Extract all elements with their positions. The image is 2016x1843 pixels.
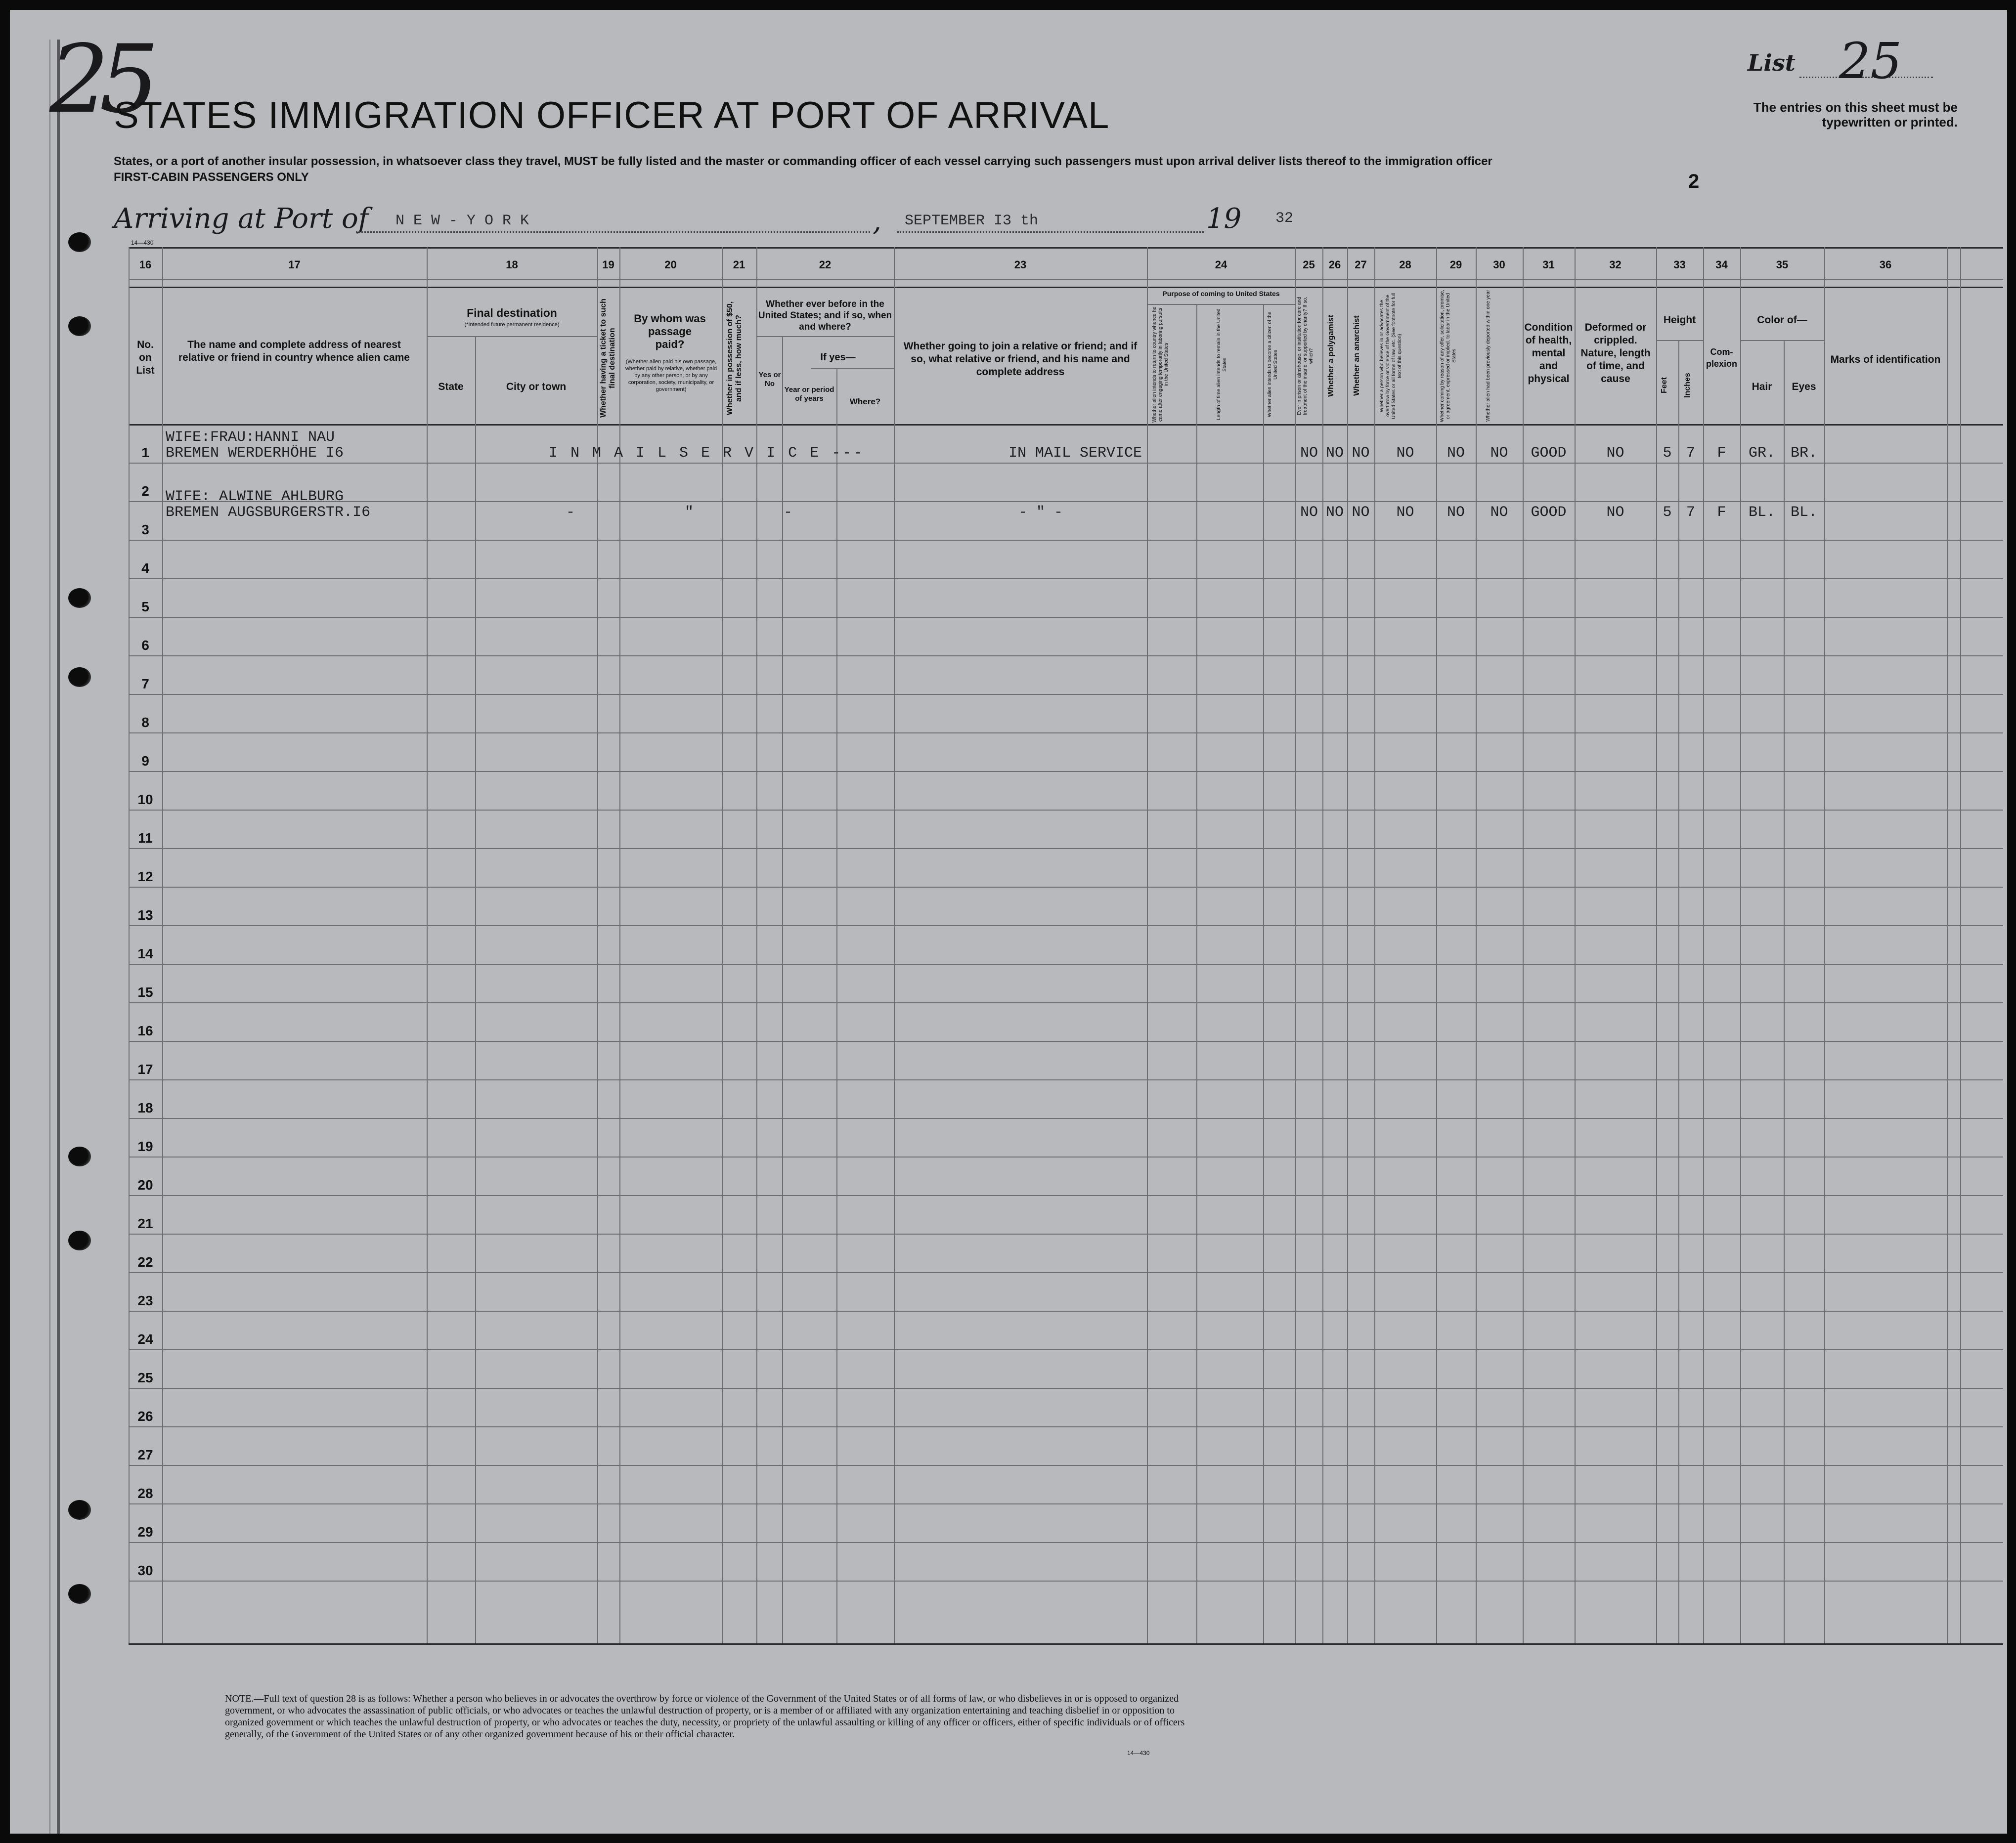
row-number: 21 [137,1216,153,1231]
year-prefix: 19 [1206,203,1242,235]
row2-q27: NO [1352,504,1370,521]
row-number: 8 [141,715,149,730]
row1-feet: 5 [1663,445,1672,462]
row-number: 13 [137,907,153,923]
footnote-code: 14—430 [1127,1750,1150,1757]
col-number: 22 [819,258,832,271]
row-rule [129,887,2003,888]
punch-hole [68,316,91,336]
footnote: NOTE.—Full text of question 28 is as follows: Whether a person who believes in or advocates the overthrow by force or violence of the Government of the United States or of all forms of law, or who disbelieves in or is opposed to organized government, or who advocates the assassination of public officials, or who advocates or teaches the unlawful destruction of property, or is a member of or affiliated with any organization entertaining and teaching disbelief in or opposition to organized government or which teaches the unlawful destruction of property, or who advocates or teaches the duty, necessity, or propriety of the unlawful assaulting or killing of any officer or officers, either of specific individuals or of officers generally, of the Government of the United States or of any other organized government because of his or their official character. [225,1693,1185,1740]
row2-relative-line2: BREMEN AUGSBURGERSTR.I6 [166,504,371,521]
class-line: FIRST-CABIN PASSENGERS ONLY [114,171,309,184]
col-number: 17 [288,258,301,271]
header-join-relative: Whether going to join a relative or friend; and if so, what relative or friend, and his name and complete address [903,341,1138,378]
year-suffix: 32 [1275,210,1294,227]
header-purpose-length: Length of time alien intends to remain in the United States [1216,308,1227,421]
row-number: 15 [137,985,153,1000]
row-rule [129,848,2003,849]
date-value: SEPTEMBER I3 th [905,213,1039,229]
row2-eyes: BL. [1790,504,1817,521]
row-number: 29 [137,1524,153,1540]
col-number: 28 [1399,258,1411,271]
binder-spine [57,40,60,1834]
header-deformed: Deformed or crippled. Nature, length of time, and cause [1580,322,1651,385]
arriving-label: Arriving at Port of [114,203,369,235]
row1-q27: NO [1352,445,1370,462]
row-number: 10 [137,792,153,807]
row2-feet: 5 [1663,504,1672,521]
row-rule [129,964,2003,965]
date-line [897,231,1204,233]
row-number: 24 [137,1331,153,1347]
row-number: 4 [141,560,149,576]
header-year-period: Year or period of years [784,386,834,403]
col-number: 35 [1776,258,1789,271]
row-rule [129,463,2003,464]
col-number: 21 [733,258,745,271]
row-number: 7 [141,676,149,691]
row2-fifty-ditto: - [784,504,793,521]
manifest-sheet [10,10,2007,1834]
row-rule [129,1195,2003,1196]
col-number: 33 [1673,258,1686,271]
header-overthrow: Whether a person who believes in or advocates the overthrow by force or violence of the Government of the United States or all forms of law, etc. (See footnote for full text of this question) [1379,293,1402,419]
row-rule [129,1388,2003,1389]
row2-paid-ditto: " [685,504,694,521]
header-yes-no: Yes or No [758,371,781,388]
header-complexion: Com-plexion [1706,347,1737,369]
header-marks: Marks of identification [1830,354,1941,365]
col-number: 31 [1542,258,1555,271]
row2-deformed: NO [1606,504,1624,521]
row-rule [129,1311,2003,1312]
col-number: 20 [664,258,677,271]
col-number: 23 [1014,258,1027,271]
punch-hole [68,1147,91,1166]
port-line [356,231,870,233]
header-relative: The name and complete address of nearest relative or friend in country whence alien came [178,339,410,363]
col-number: 16 [139,258,152,271]
header-state: State [438,381,464,392]
header-polygamist: Whether a polygamist [1327,314,1335,397]
row2-q28: NO [1396,504,1414,521]
header-eyes: Eyes [1792,381,1816,392]
row1-complexion: F [1717,445,1726,462]
row-number: 16 [137,1023,153,1038]
header-purpose: Purpose of coming to United States [1162,290,1280,298]
row-rule [129,1118,2003,1119]
header-city: City or town [506,381,567,392]
row-rule [129,1234,2003,1235]
header-inches: Inches [1683,373,1692,398]
header-purpose-citizen: Whether alien intends to become a citizen of the United States [1267,311,1278,418]
col-number: 19 [602,258,614,271]
punch-hole [68,588,91,608]
row1-health: GOOD [1531,445,1567,462]
row-rule [129,694,2003,695]
col-number: 25 [1303,258,1315,271]
row2-inches: 7 [1686,504,1695,521]
row-number: 14 [137,946,153,961]
row-rule [129,1503,2003,1504]
row-rule [129,1349,2003,1350]
header-hair: Hair [1752,381,1772,392]
row-rule [129,925,2003,926]
header-final-destination-note: (*Intended future permanent residence) [464,322,560,328]
row1-q28: NO [1396,445,1414,462]
list-number: 25 [1839,32,1902,90]
punch-hole [68,1500,91,1520]
row-number: 25 [137,1370,153,1385]
row2-join: - " - [1018,504,1063,521]
row1-inches: 7 [1686,445,1695,462]
comma: , [873,205,881,237]
punch-hole [68,667,91,687]
row2-complexion: F [1717,504,1726,521]
row-number: 23 [137,1293,153,1308]
header-ever-before: Whether ever before in the United States; and if so, when and where? [758,299,892,332]
row-rule [129,578,2003,579]
row1-relative-line2: BREMEN WERDERHÖHE I6 [166,445,344,462]
typed-notice: The entries on this sheet must be typewritten or printed. [1753,100,1958,129]
row2-relative-line1: WIFE: ALWINE AHLBURG [166,488,344,505]
row-number: 20 [137,1177,153,1193]
header-no-on-list: No. on List [136,339,155,376]
row-number: 1 [141,445,149,460]
row1-q30: NO [1490,445,1508,462]
row-number: 22 [137,1254,153,1270]
row-number: 26 [137,1409,153,1424]
subtitle: States, or a port of another insular possession, in whatsoever class they travel, MUST be fully listed and the master or commanding officer of each vessel carrying such passengers must upon arrival deliver lists thereof to the immigration officer [114,155,1492,168]
col-number: 36 [1879,258,1892,271]
row1-q25: NO [1300,445,1318,462]
col-number: 29 [1449,258,1462,271]
row1-in-mail-service: I N M A I L S E R V I C E --- [549,445,865,462]
row2-hair: BL. [1748,504,1775,521]
binder-edge [49,40,50,1834]
row2-city-ditto: - [566,504,575,521]
col-number: 34 [1715,258,1728,271]
row-number: 28 [137,1486,153,1501]
row-rule [129,810,2003,811]
header-color-of: Color of— [1757,314,1807,326]
header-by-whom-note: (Whether alien paid his own passage, whether paid by relative, whether paid by any other person, or by any corporation, society, municipality, or government) [625,359,717,392]
row1-join: IN MAIL SERVICE [1008,445,1142,462]
form-code: 14—430 [131,239,154,246]
page-number: 2 [1688,171,1700,192]
row-number: 11 [138,830,153,846]
row-rule [129,1465,2003,1466]
row-rule [129,771,2003,772]
header-anarchist: Whether an anarchist [1353,315,1361,396]
row-rule [129,1272,2003,1273]
col-number: 27 [1355,258,1367,271]
header-if-yes: If yes— [820,352,856,363]
handwritten-list-number: 25 [49,25,149,134]
row-rule [129,540,2003,541]
header-fifty-dollars: Whether in possession of $50, and if less, how much? [726,301,743,416]
row-number: 9 [141,753,149,769]
punch-hole [68,1231,91,1250]
row-number: 5 [141,599,149,614]
row-number: 6 [141,638,149,653]
page-title: STATES IMMIGRATION OFFICER AT PORT OF ARRIVAL [114,94,1110,136]
row-number: 30 [137,1563,153,1578]
row-rule [129,1426,2003,1427]
header-contract: Whether coming by reason of any offer, solicitation, promise, or agreement, expressed or implied, to labor in the United States [1440,290,1457,422]
row2-q25: NO [1300,504,1318,521]
row-rule [129,655,2003,656]
row1-q26: NO [1325,445,1344,462]
port-value: N E W - Y O R K [395,213,529,229]
header-ticket: Whether having a ticket to such final destination [599,299,616,418]
col-number: 30 [1493,258,1505,271]
header-by-whom: By whom was passage paid? [634,312,706,350]
row-number: 3 [141,522,149,537]
header-height: Height [1663,314,1696,326]
row-rule [129,501,2003,502]
row-number: 12 [137,869,153,884]
row-rule [129,1542,2003,1543]
row-rule [129,1581,2003,1582]
header-purpose-return: Whether alien intends to return to country whence he came after engaging temporarily in laboring pursuits in the United States [1152,306,1169,423]
row-number: 19 [137,1139,153,1154]
row1-eyes: BR. [1790,445,1817,462]
punch-hole [68,1584,91,1604]
punch-hole [68,232,91,252]
list-label: List [1748,49,1796,76]
col-number: 26 [1328,258,1341,271]
row1-q29: NO [1446,445,1465,462]
row2-q30: NO [1490,504,1508,521]
row-rule [129,617,2003,618]
col-number: 18 [506,258,518,271]
row-number: 2 [141,483,149,499]
row-number: 27 [137,1447,153,1462]
header-condition: Condition of health, mental and physical [1524,322,1573,385]
header-feet: Feet [1660,377,1668,394]
row1-relative-line1: WIFE:FRAU:HANNI NAU [166,429,335,446]
row2-q29: NO [1446,504,1465,521]
row1-deformed: NO [1606,445,1624,462]
row-rule [129,732,2003,733]
row2-q26: NO [1325,504,1344,521]
header-final-destination: Final destination [467,306,557,319]
row2-health: GOOD [1531,504,1567,521]
row-rule [129,1002,2003,1003]
col-number: 24 [1215,258,1227,271]
row-number: 18 [137,1100,153,1115]
header-deported: Whether alien had been previously deported within one year [1486,290,1491,422]
row-rule [129,1079,2003,1080]
header-prison: Ever in prison or almshouse, or institution for care and treatment of the insane, or supported by charity? If so, which? [1297,297,1314,415]
row-number: 17 [137,1062,153,1077]
row-rule [129,1041,2003,1042]
header-where: Where? [849,397,881,406]
col-number: 32 [1609,258,1622,271]
row1-hair: GR. [1748,445,1775,462]
